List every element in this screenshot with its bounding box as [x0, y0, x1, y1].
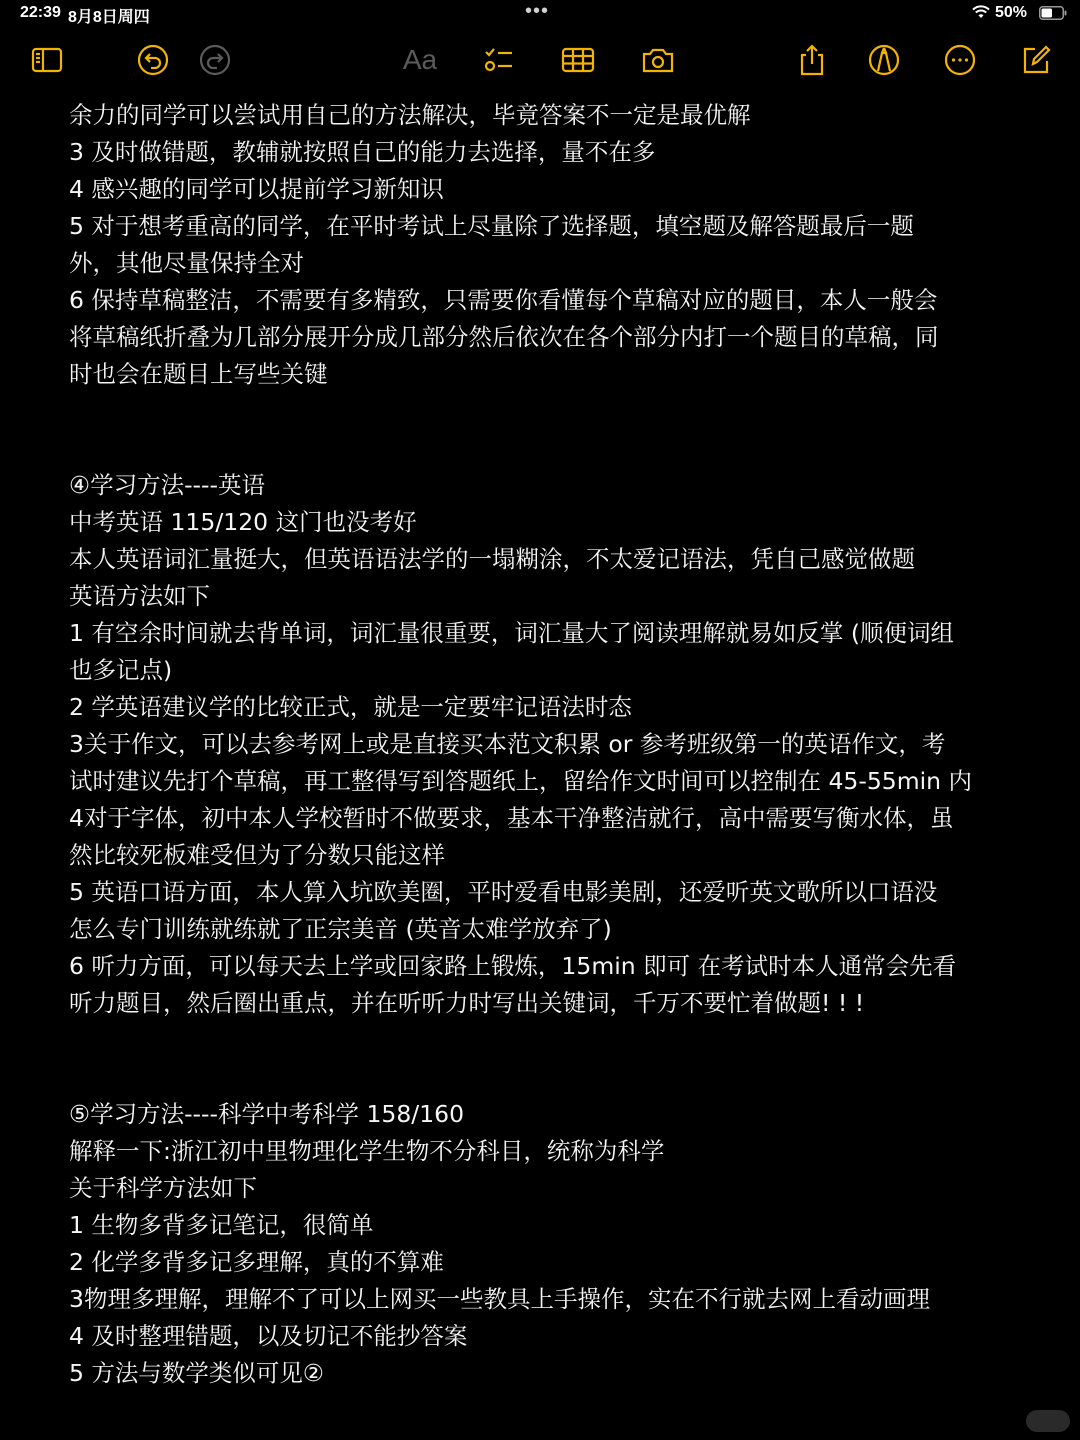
note-line[interactable]: ④学习方法----英语: [69, 471, 265, 499]
note-line[interactable]: 听力题目，然后圈出重点，并在听听力时写出关键词，千万不要忙着做题! ! !: [69, 989, 865, 1017]
markup-pen-icon: [867, 43, 901, 77]
status-date: 8月8日周四: [68, 9, 150, 26]
checklist-button[interactable]: [478, 40, 518, 80]
note-line[interactable]: ⑤学习方法----科学中考科学 158/160: [69, 1100, 465, 1128]
note-line[interactable]: [69, 1022, 1019, 1059]
note-line[interactable]: [69, 393, 1019, 430]
battery-icon: [1039, 6, 1067, 20]
share-icon: [795, 43, 829, 77]
status-bar: [0, 0, 1080, 30]
format-text-icon: Aa: [402, 44, 438, 75]
note-line[interactable]: [69, 1059, 1019, 1096]
watermark-logo: [1026, 1410, 1070, 1432]
note-line[interactable]: 时也会在题目上写些关键: [69, 360, 328, 388]
note-body[interactable]: [69, 97, 1019, 1392]
note-line[interactable]: 6 听力方面，可以每天去上学或回家路上锻炼，15min 即可 在考试时本人通常会先看: [69, 952, 957, 980]
note-line[interactable]: 然比较死板难受但为了分数只能这样: [69, 841, 445, 869]
note-line[interactable]: 外，其他尽量保持全对: [69, 249, 304, 277]
undo-icon: [136, 43, 170, 77]
note-line[interactable]: 中考英语 115/120 这门也没考好: [69, 508, 417, 536]
camera-icon: [641, 43, 675, 77]
note-line[interactable]: 3物理多理解，理解不了可以上网买一些教具上手操作，实在不行就去网上看动画理: [69, 1285, 930, 1313]
redo-button[interactable]: [195, 40, 235, 80]
notes-toolbar: [0, 40, 1080, 84]
note-line[interactable]: 试时建议先打个草稿，再工整得写到答题纸上，留给作文时间可以控制在 45-55min 内: [69, 767, 973, 795]
sidebar-button[interactable]: [27, 40, 67, 80]
note-line[interactable]: 3 及时做错题，教辅就按照自己的能力去选择，量不在多: [69, 138, 656, 166]
note-line[interactable]: 也多记点): [69, 656, 173, 684]
note-line[interactable]: 3关于作文，可以去参考网上或是直接买本范文积累 or 参考班级第一的英语作文，考: [69, 730, 946, 758]
note-line[interactable]: 怎么专门训练就练就了正宗美音 (英音太难学放弃了): [69, 915, 612, 943]
note-line[interactable]: 2 化学多背多记多理解，真的不算难: [69, 1248, 444, 1276]
note-line[interactable]: 关于科学方法如下: [69, 1174, 257, 1202]
note-line[interactable]: 解释一下:浙江初中里物理化学生物不分科目，统称为科学: [69, 1137, 665, 1165]
note-line[interactable]: 6 保持草稿整洁，不需要有多精致，只需要你看懂每个草稿对应的题目，本人一般会: [69, 286, 938, 314]
note-line[interactable]: 将草稿纸折叠为几部分展开分成几部分然后依次在各个部分内打一个题目的草稿，同: [69, 323, 939, 351]
note-line[interactable]: 4 感兴趣的同学可以提前学习新知识: [69, 175, 444, 203]
note-line[interactable]: 本人英语词汇量挺大，但英语语法学的一塌糊涂，不太爱记语法，凭自己感觉做题: [69, 545, 915, 573]
table-button[interactable]: [558, 40, 598, 80]
share-button[interactable]: [792, 40, 832, 80]
note-line[interactable]: 英语方法如下: [69, 582, 210, 610]
note-line[interactable]: [69, 430, 1019, 467]
note-line[interactable]: 5 英语口语方面，本人算入坑欧美圈，平时爱看电影美剧，还爱听英文歌所以口语没: [69, 878, 938, 906]
undo-button[interactable]: [133, 40, 173, 80]
sidebar-icon: [30, 43, 64, 77]
camera-button[interactable]: [638, 40, 678, 80]
wifi-icon: [972, 5, 990, 19]
more-icon: [943, 43, 977, 77]
multitasking-dots[interactable]: •••: [525, 0, 550, 22]
markup-button[interactable]: [864, 40, 904, 80]
compose-button[interactable]: [1016, 40, 1056, 80]
compose-icon: [1019, 43, 1053, 77]
note-line[interactable]: 5 对于想考重高的同学，在平时考试上尽量除了选择题，填空题及解答题最后一题: [69, 212, 914, 240]
status-time: 22:39: [20, 4, 61, 21]
table-icon: [561, 43, 595, 77]
more-button[interactable]: [940, 40, 980, 80]
battery-percent: 50%: [995, 4, 1028, 21]
note-line[interactable]: 2 学英语建议学的比较正式，就是一定要牢记语法时态: [69, 693, 632, 721]
format-text-button[interactable]: [400, 40, 440, 80]
note-line[interactable]: 1 生物多背多记笔记，很简单: [69, 1211, 374, 1239]
note-line[interactable]: 5 方法与数学类似可见②: [69, 1359, 324, 1387]
note-line[interactable]: 余力的同学可以尝试用自己的方法解决，毕竟答案不一定是最优解: [69, 101, 751, 129]
checklist-icon: [481, 43, 515, 77]
note-line[interactable]: 4 及时整理错题，以及切记不能抄答案: [69, 1322, 468, 1350]
redo-icon: [198, 43, 232, 77]
note-line[interactable]: 4对于字体，初中本人学校暂时不做要求，基本干净整洁就行，高中需要写衡水体，虽: [69, 804, 954, 832]
note-line[interactable]: 1 有空余时间就去背单词，词汇量很重要，词汇量大了阅读理解就易如反掌 (顺便词组: [69, 619, 955, 647]
